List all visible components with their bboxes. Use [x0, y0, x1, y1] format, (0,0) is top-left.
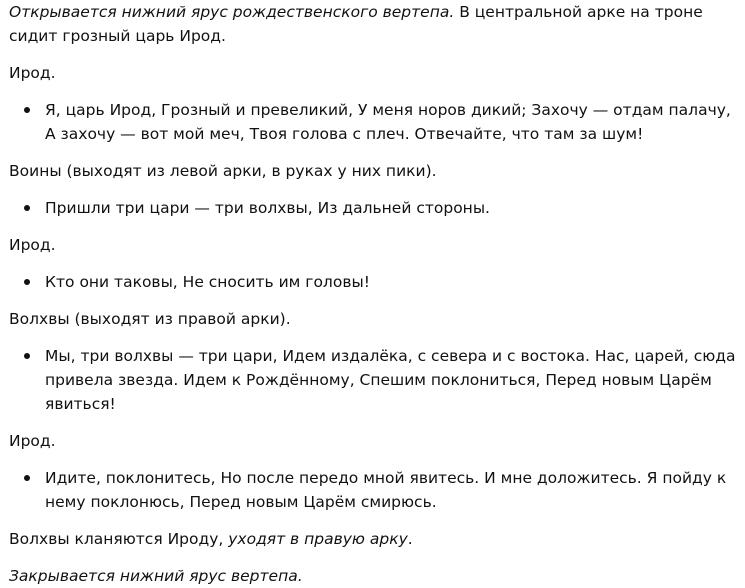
closing-italic-text: уходят в правую арку — [228, 530, 408, 548]
speaker-herod-1: Ирод. — [9, 64, 56, 82]
bullet-list-4 — [9, 344, 737, 416]
final-italic-text: Закрывается нижний ярус вертепа. — [9, 567, 303, 585]
bullet-list-3 — [9, 270, 737, 294]
bullet-list-5 — [9, 466, 737, 514]
stage-direction-intro — [9, 0, 737, 48]
herod-line-2: Кто они таковы, Не сносить им головы! — [9, 270, 737, 294]
speaker-herod-3: Ирод. — [9, 432, 56, 450]
stage-direction-magi-exit — [9, 527, 737, 551]
bullet-list-2 — [9, 196, 737, 220]
magi-line: Мы, три волхвы — три цари, Идем издалёка, с севера и с востока. Нас, царей, сюда привела звезда. Идем к Рождённому, Спешим поклониться, Перед новым Царём явиться! — [9, 344, 737, 416]
warriors-line: Пришли три цари — три волхвы, Из дальней стороны. — [9, 196, 737, 220]
stage-direction-final — [9, 564, 737, 588]
intro-italic-text: Открывается нижний ярус рождественского вертепа. — [9, 3, 455, 21]
herod-line-1: Я, царь Ирод, Грозный и превеликий, У меня норов дикий; Захочу — отдам палачу, А захочу — вот мой меч, Твоя голова с плеч. Отвечайте, что там за шум! — [9, 98, 737, 146]
intro-text: В центральной арке на троне сидит грозный царь Ирод. — [9, 3, 703, 45]
speaker-warriors: Воины (выходят из левой арки, в руках у них пики). — [9, 162, 437, 180]
closing-period: . — [407, 530, 413, 548]
speaker-herod-2: Ирод. — [9, 236, 56, 254]
bullet-list-1 — [9, 98, 737, 146]
closing-text: Волхвы кланяются Ироду, — [9, 530, 229, 548]
herod-line-3: Идите, поклонитесь, Но после передо мной явитесь. И мне доложитесь. Я пойду к нему поклонюсь, Перед новым Царём смирюсь. — [9, 466, 737, 514]
speaker-magi: Волхвы (выходят из правой арки). — [9, 310, 291, 328]
